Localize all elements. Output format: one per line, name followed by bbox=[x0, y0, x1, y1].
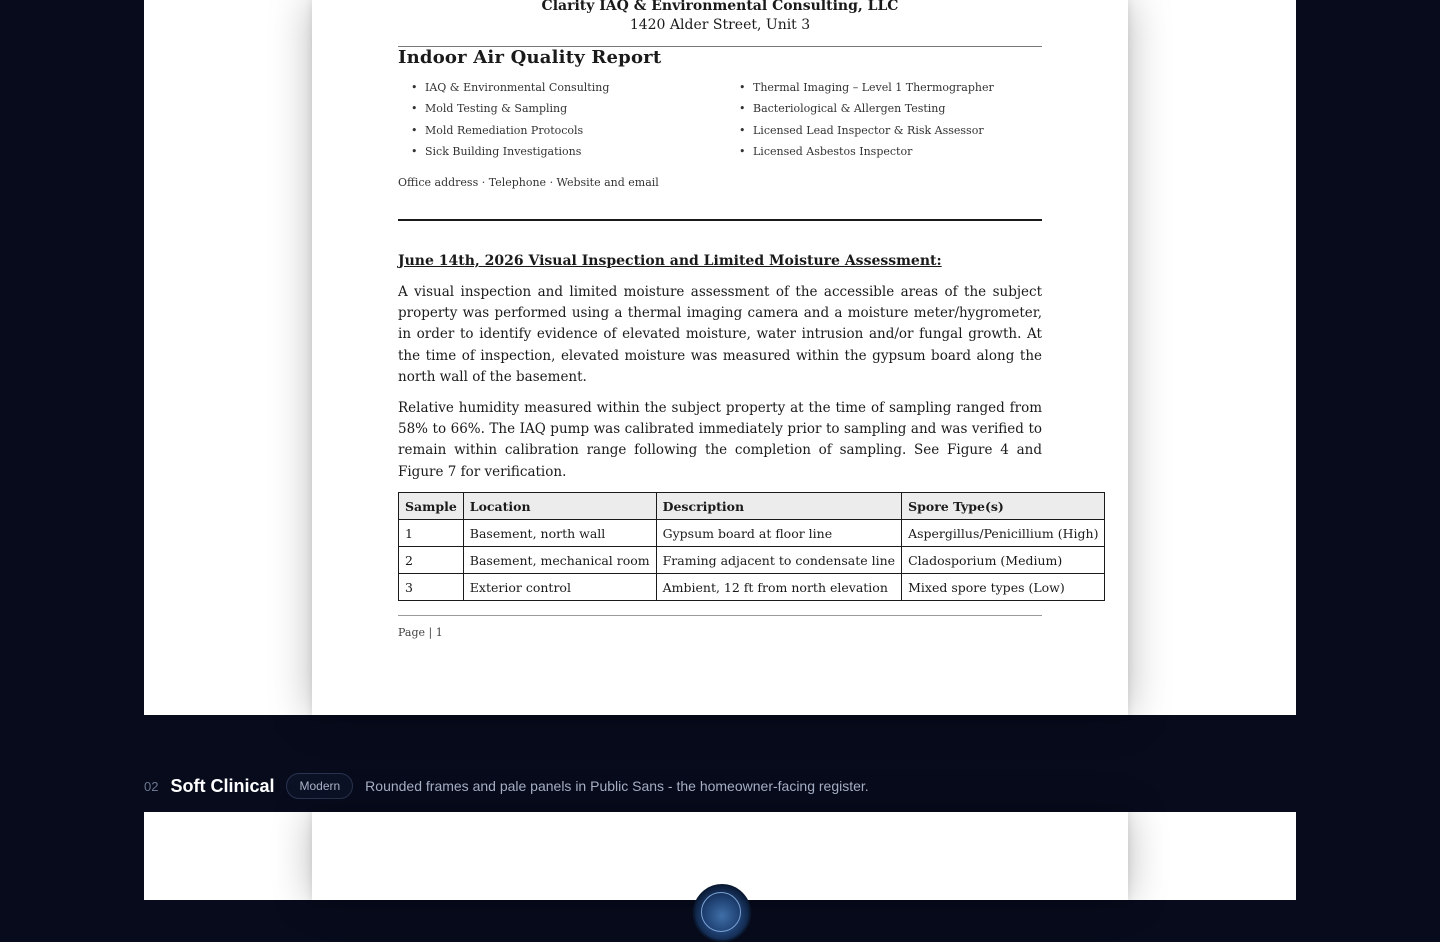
column-header: Spore Type(s) bbox=[902, 493, 1105, 520]
variant-title: Soft Clinical bbox=[170, 775, 275, 796]
variant-number: 02 bbox=[144, 778, 159, 794]
table-cell: 2 bbox=[399, 547, 464, 574]
company-seal-icon bbox=[693, 884, 751, 942]
variant-caption bbox=[144, 772, 869, 800]
table-header-row bbox=[399, 493, 1105, 520]
column-header: Location bbox=[463, 493, 656, 520]
table-cell: Exterior control bbox=[463, 574, 656, 601]
table-cell: Mixed spore types (Low) bbox=[902, 574, 1105, 601]
table-row bbox=[399, 547, 1105, 574]
table-cell: Aspergillus/Penicillium (High) bbox=[902, 520, 1105, 547]
report-title: Indoor Air Quality Report bbox=[398, 47, 662, 68]
service-item: • Sick Building Investigations bbox=[398, 144, 718, 165]
service-item: • Licensed Asbestos Inspector bbox=[726, 144, 1042, 165]
service-item: • Mold Testing & Sampling bbox=[398, 101, 718, 122]
table-row bbox=[399, 520, 1105, 547]
table-cell: Basement, mechanical room bbox=[463, 547, 656, 574]
table-row bbox=[399, 574, 1105, 601]
table-cell: Framing adjacent to condensate line bbox=[656, 547, 901, 574]
company-address: 1420 Alder Street, Unit 3 bbox=[629, 17, 811, 33]
service-item: • Bacteriological & Allergen Testing bbox=[726, 101, 1042, 122]
humidity-paragraph: Relative humidity measured within the subject property at the time of sampling ranged from 58% to 66%. The IAQ pump was calibrated immediately prior to sampling and was verified to remain within calibration range following the completion of sampling. See Figure 4 and Figure 7 for verification. bbox=[398, 400, 1042, 480]
table-cell: 3 bbox=[399, 574, 464, 601]
page-number: Page | 1 bbox=[398, 626, 443, 639]
seal-ring bbox=[701, 892, 741, 932]
services-list-left bbox=[398, 80, 718, 165]
services-list-right bbox=[726, 80, 1042, 165]
table-cell: Gypsum board at floor line bbox=[656, 520, 901, 547]
service-item: • Thermal Imaging – Level 1 Thermographer bbox=[726, 80, 1042, 101]
column-header: Description bbox=[656, 493, 901, 520]
variant-style-badge: Modern bbox=[286, 773, 353, 799]
service-item: • IAQ & Environmental Consulting bbox=[398, 80, 718, 101]
table-cell: Ambient, 12 ft from north elevation bbox=[656, 574, 901, 601]
table-cell: Cladosporium (Medium) bbox=[902, 547, 1105, 574]
service-item: • Licensed Lead Inspector & Risk Assessor bbox=[726, 123, 1042, 144]
next-report-page bbox=[312, 812, 1128, 900]
section-heading: June 14th, 2026 Visual Inspection and Limited Moisture Assessment: bbox=[398, 253, 942, 269]
column-header: Sample bbox=[399, 493, 464, 520]
report-page bbox=[312, 0, 1128, 715]
contact-line: Office address · Telephone · Website and email bbox=[398, 176, 659, 189]
table-cell: Basement, north wall bbox=[463, 520, 656, 547]
company-name: Clarity IAQ & Environmental Consulting, LLC bbox=[541, 0, 899, 14]
service-item: • Mold Remediation Protocols bbox=[398, 123, 718, 144]
inspection-paragraph: A visual inspection and limited moisture assessment of the accessible areas of the subject property was performed using a thermal imaging camera and a moisture meter/hygrometer, in order to identify evidence of elevated moisture, water intrusion and/or fungal growth. At the time of inspection, elevated moisture was measured within the gypsum board along the north wall of the basement. bbox=[398, 284, 1042, 385]
footer-divider bbox=[398, 615, 1042, 616]
samples-table bbox=[398, 492, 1105, 601]
table-cell: 1 bbox=[399, 520, 464, 547]
letterhead-divider bbox=[398, 219, 1042, 221]
variant-description: Rounded frames and pale panels in Public Sans - the homeowner-facing register. bbox=[365, 778, 869, 794]
